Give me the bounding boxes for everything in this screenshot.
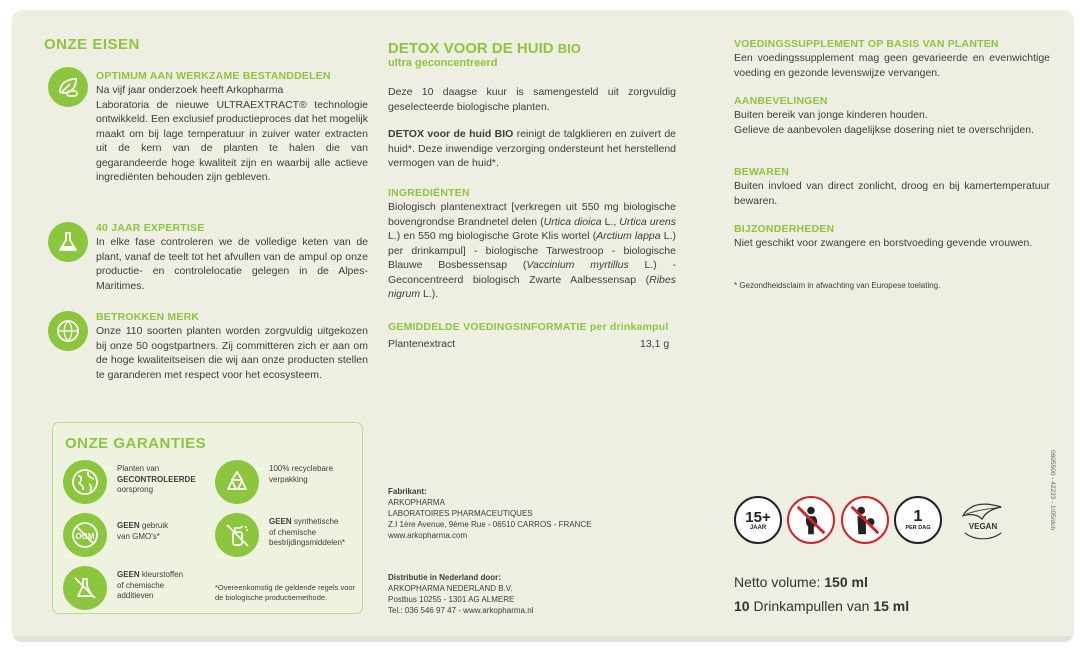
left-title: ONZE EISEN xyxy=(44,36,140,53)
guarantee-controlled-origin xyxy=(63,460,207,504)
guarantee-text-recyclable: 100% recyclebare verpakking xyxy=(269,464,334,484)
section-text-brand: Onze 110 soorten planten worden zorgvuldig uitgekozen bij onze 50 oogstpartners. Zij committeren zich er aan om de hoge kwaliteitseisen die wij aan onze producten stellen te garanderen met respect voor het ecosysteem. xyxy=(96,325,368,381)
guarantee-note: *Overeenkomstig de geldende regels voor de biologische productiemethode. xyxy=(215,583,356,602)
guarantee-text-origin: Planten van GECONTROLEERDE oorsprong xyxy=(117,464,196,494)
product-description: DETOX voor de huid BIO reinigt de talgklieren en zuivert de huid*. Deze inwendige verzorging ondersteunt het herstellend vermogen van de huid*. xyxy=(388,128,677,169)
manufacturer-info: Fabrikant: ARKOPHARMA LABORATOIRES PHARMACEUTIQUES Z.I 1ère Avenue, 9ème Rue - 06510 CARROS - FRANCE www.arkopharma.com xyxy=(388,487,592,540)
advice-heading: AANBEVELINGEN xyxy=(734,95,828,107)
package-back-panel xyxy=(12,10,1074,642)
one-per-day-icon: 1 PER DAG xyxy=(894,496,942,544)
product-subtitle: ultra geconcentreerd xyxy=(388,57,498,69)
globe-icon xyxy=(63,460,107,504)
guarantees-title: ONZE GARANTIES xyxy=(65,435,207,452)
no-gmo-icon xyxy=(63,513,107,557)
guarantee-no-gmo xyxy=(63,513,213,557)
storage-heading: BEWAREN xyxy=(734,166,790,178)
section-heading-brand: BETROKKEN MERK xyxy=(96,311,200,323)
advice-text: Buiten bereik van jonge kinderen houden. Gelieve de aanbevolen dagelijkse dosering niet te overschrijden. xyxy=(734,109,1035,136)
supplement-heading: VOEDINGSSUPPLEMENT OP BASIS VAN PLANTEN xyxy=(734,38,999,50)
distributor-info: Distributie in Nederland door: ARKOPHARMA NEDERLAND B.V. Postbus 10255 - 1301 AG ALMERE Tel.: 036 546 97 47 - www.arkopharma.nl xyxy=(388,573,534,615)
section-heading-optimum: OPTIMUM AAN WERKZAME BESTANDDELEN xyxy=(96,70,331,82)
nutrition-label: Plantenextract xyxy=(388,338,456,350)
bio-label: BIO xyxy=(557,41,581,56)
no-pregnant-icon xyxy=(787,496,835,544)
svg-text:OGM: OGM xyxy=(75,532,95,541)
guarantee-no-dyes xyxy=(63,566,201,610)
recycle-icon xyxy=(215,460,259,504)
ingredients-text: Biologisch plantenextract [verkregen uit 550 mg biologische bovengrondse Brandnetel delen (Urtica dioica L., Urtica urens L.) en 550 mg biologische Grote Klis wortel (Arctium lappa L.) per drinkampul] - biologische Tarwestroop - biologische Blauwe Bosbessensap (Vaccinium myrtillus L.) - Geconcentreerd biologisch Zwarte Aalbessensap (Ribes nigrum L.). xyxy=(388,201,677,300)
nutrition-value: 13,1 g xyxy=(640,338,670,350)
special-text: Niet geschikt voor zwangere en borstvoeding gevende vrouwen. xyxy=(734,237,1033,249)
leaf-capsule-icon xyxy=(48,67,88,107)
storage-text: Buiten invloed van direct zonlicht, droog en bij kamertemperatuur bewaren. xyxy=(734,180,1050,207)
guarantee-recyclable xyxy=(215,460,365,504)
section-text-expertise: In elke fase controleren we de volledige keten van de plant, vanaf de teelt tot het afvullen van de ampul op onze productie- en controlelocatie gelegen in de Alpes-Maritimes. xyxy=(96,236,368,292)
no-spray-icon xyxy=(215,513,259,557)
claim-note: * Gezondheidsclaim in afwachting van Europese toelating. xyxy=(734,281,941,290)
guarantees-box xyxy=(52,422,363,614)
ingredients-heading: INGREDIËNTEN xyxy=(388,187,470,199)
no-dye-icon xyxy=(63,566,107,610)
product-intro: Deze 10 daagse kuur is samengesteld uit zorgvuldig geselecteerde biologische planten. xyxy=(388,86,676,113)
vegan-icon: VEGAN xyxy=(954,491,1012,549)
guarantee-text-gmo: GEEN gebruik van GMO's* xyxy=(117,521,169,541)
product-title: DETOX VOOR DE HUID BIO xyxy=(388,40,581,57)
special-heading: BIJZONDERHEDEN xyxy=(734,223,835,235)
supplement-text: Een voedingssupplement mag geen gevarieerde en evenwichtige voeding en gezonde levenswijze vervangen. xyxy=(734,52,1050,79)
no-breastfeeding-icon xyxy=(841,496,889,544)
ampul-count: 10 Drinkampullen van 15 ml xyxy=(734,598,910,614)
net-volume: Netto volume: 150 ml xyxy=(734,574,868,590)
globe-leaf-icon xyxy=(48,311,88,351)
guarantee-no-pesticides xyxy=(215,513,365,557)
age-15-icon: 15+ JAAR xyxy=(734,496,782,544)
flask-icon xyxy=(48,222,88,262)
nutrition-heading: GEMIDDELDE VOEDINGSINFORMATIE per drinkampul xyxy=(388,321,669,333)
section-heading-expertise: 40 JAAR EXPERTISE xyxy=(96,222,205,234)
guarantee-text-dyes: GEEN kleurstoffen of chemische additieven xyxy=(117,570,184,600)
section-text-optimum: Na vijf jaar onderzoek heeft Arkopharma Laboratoria de nieuwe ULTRAEXTRACT® technologie ontwikkeld. Een exclusief productieproces dat het mogelijk maakt om bij lage temperatuur in zuiver water extracten uit de kern van de planten te halen die van gegarandeerde hoge kwaliteit zijn en waarbij alle actieve ingrediënten behouden zijn gebleven. xyxy=(96,84,368,183)
side-code: 0605500 - 42233 - 1/05/dcb xyxy=(1049,450,1056,530)
panel-bottom-edge xyxy=(12,636,1074,642)
guarantee-text-pesticides: GEEN synthetische of chemische bestrijdingsmiddelen* xyxy=(269,517,346,547)
